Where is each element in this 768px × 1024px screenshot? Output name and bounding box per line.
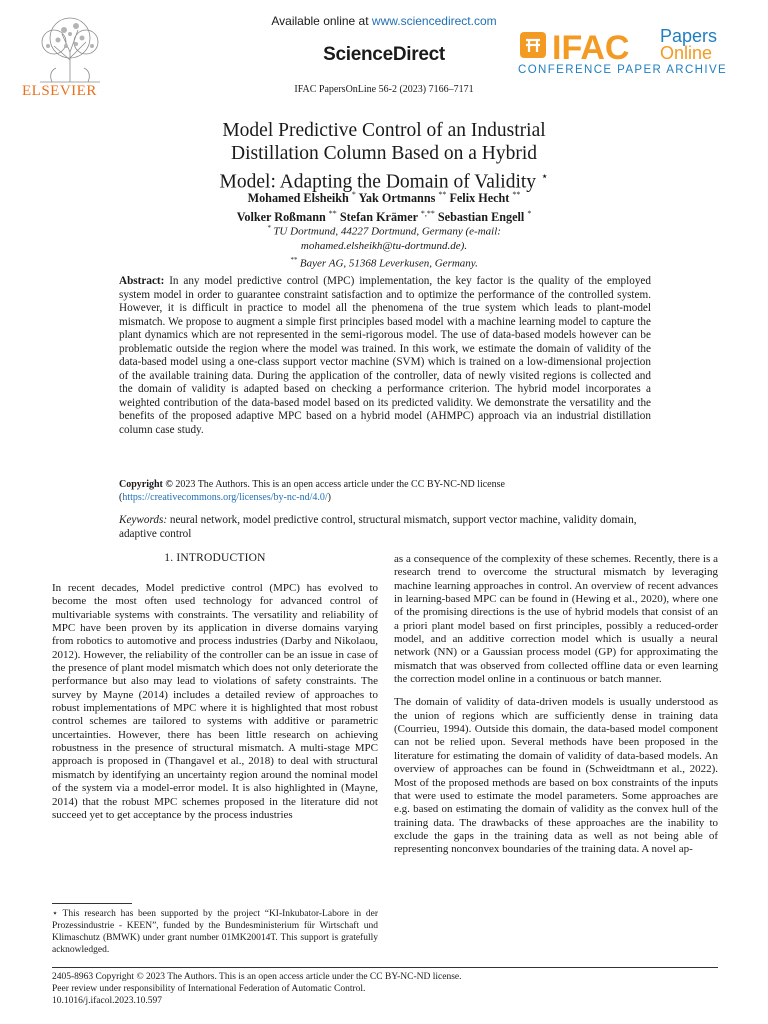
author-list xyxy=(130,187,638,225)
elsevier-wordmark: ELSEVIER xyxy=(22,83,97,99)
author-name: Stefan Krämer xyxy=(339,210,418,225)
sciencedirect-brand: ScienceDirect xyxy=(323,44,445,65)
author-mark: ** xyxy=(512,190,521,199)
abstract xyxy=(119,275,651,437)
intro-paragraph-3: The domain of validity of data-driven models is usually understood as the union of regions which are sufficiently dense in training data (Courrieu, 1994). Outside this domain, the data-based model component can not be relied upon. Several methods have been proposed in the literature for estimating the domain of validity of data-based models. An overview of approaches can be found in (Schweidtmann et al., 2022). Most of the proposed methods are based on box constraints of the inputs that were used to estimate the model parameters. Some approaches are e.g. based on estimating the domain of validity as the convex hull of the training data. The drawbacks of these approaches are the inability to exclude the gaps in the training data as well as not being able of representing nonconvex boundaries of the training data. A novel ap- xyxy=(394,696,718,856)
section-heading-introduction: 1. INTRODUCTION xyxy=(164,552,266,564)
ifac-papers-word: Papers xyxy=(660,26,718,46)
keywords-label: Keywords: xyxy=(119,514,168,526)
author-name: Yak Ortmanns xyxy=(358,191,436,206)
keywords-text: neural network, model predictive control, structural mismatch, support vector machine, validity domain, adaptive control xyxy=(119,514,637,540)
author-name: Felix Hecht xyxy=(449,191,510,206)
paper-title xyxy=(150,119,618,194)
footer-peer-review-line: Peer review under responsibility of International Federation of Automatic Control. xyxy=(52,984,366,994)
affiliation-1-line-2: mohamed.elsheikh@tu-dortmund.de). xyxy=(300,239,468,252)
copyright-text: 2023 The Authors. This is an open access article under the CC BY-NC-ND license xyxy=(172,479,505,490)
funding-footnote xyxy=(52,908,378,956)
copyright-notice: Copyright © 2023 The Authors. This is an open access article under the CC BY-NC-ND license (https://creativecommons.org/licenses/by-nc-nd/4.0/) xyxy=(119,479,505,503)
author-mark: * xyxy=(527,209,532,219)
author-mark: * xyxy=(351,190,356,199)
footnote-text: This research has been supported by the project “KI-Inkubator-Labore in der Prozessindustrie - KEEN”, funded by the Bundesministerium für Wirtschaft und Klimaschutz (BMWK) under grant number 01MK20014T. This support is gratefully acknowledged. xyxy=(52,909,378,955)
intro-paragraph-2: as a consequence of the complexity of these schemes. Recently, there is a research trend to overcome the structural mismatch by leveraging machine learning approaches in control. An overview of recent advances in learning-based MPC can be found in (Hewing et al., 2020), where one of the promising directions is the use of hybrid models that consist of an a priori plant model based on first principles, possibly a reduced-order model, and an additive correction model which is usually a neural network (NN) or a Gaussian process model (GP) for approximating the mismatch that was observed from collected offline data or even learning the correction model online in a continuous or batch manner. xyxy=(394,553,718,686)
footer-issn-line: 2405-8963 Copyright © 2023 The Authors. This is an open access article under the CC BY-NC-ND license. xyxy=(52,972,462,982)
title-line-3: Model: Adapting the Domain of Validity ⋆ xyxy=(219,169,549,193)
abstract-text: In any model predictive control (MPC) implementation, the key factor is the quality of the employed system model in order to guarantee constraint satisfaction and to optimize the performance of the controlled system. However, it is difficult in practice to model all the phenomena of the true system which leads to plant-model mismatch. We propose to augment a simple first principles based model with a machine learning model to capture the plant dynamics which are not represented in the semi-rigorous model. The use of data-based models however can be problematic outside the region where the model was trained. In this work, we estimate the domain of validity of the data-based model using a one-class support vector machine (SVM) which is trained on a low-dimensional projection of the available training data. During the application of the controller, data of newly visited regions is collected and the domain of validity is adapted based on checking a performance criterion. The hybrid model incorporates a weighted contribution of the data-based model based on its predicted validity. We demonstrate the versatility and the benefits of the proposed adaptive MPC based on a hybrid model (AHMPC) approach via an industrial distillation column case study. xyxy=(119,275,651,436)
footer-divider xyxy=(52,967,718,968)
ifac-word: IFAC xyxy=(552,29,630,67)
author-name: Volker Roßmann xyxy=(236,210,326,225)
available-prefix: Available online at xyxy=(271,14,372,28)
left-column xyxy=(52,582,378,822)
footnote-divider xyxy=(52,903,132,904)
author-mark: *,** xyxy=(420,209,435,219)
license-link[interactable]: https://creativecommons.org/licenses/by-nc-nd/4.0/ xyxy=(122,492,328,503)
copyright-label: Copyright © xyxy=(119,479,173,490)
ifac-archive-tagline: CONFERENCE PAPER ARCHIVE xyxy=(518,64,728,76)
affiliations xyxy=(150,221,618,270)
journal-reference: IFAC PapersOnLine 56-2 (2023) 7166–7171 xyxy=(294,84,474,95)
author-name: Sebastian Engell xyxy=(437,210,525,225)
author-name: Mohamed Elsheikh xyxy=(247,191,349,206)
keywords xyxy=(119,514,651,541)
title-footnote-mark: ⋆ xyxy=(540,169,549,183)
page-footer xyxy=(52,971,718,1007)
author-mark: ** xyxy=(438,190,447,199)
footnote-mark: ⋆ xyxy=(52,909,58,919)
abstract-label: Abstract: xyxy=(119,275,165,287)
title-line-2: Distillation Column Based on a Hybrid xyxy=(230,143,538,164)
author-line-1 xyxy=(130,187,638,206)
footer-doi[interactable]: 10.1016/j.ifacol.2023.10.597 xyxy=(52,996,163,1006)
intro-paragraph-1: In recent decades, Model predictive control (MPC) has evolved to become the most often used technology for advanced control of multivariable systems with constraints. The versatility and reliability of MPC have been proven by its application in diverse domains varying from robotics to automotive and process industries (Darby and Nikolaou, 2012). However, the reliability of the controller can be an issue in case of the presence of plant model mismatch which does not only deteriorate the performance but also may lead to violations of safety constraints. The survey by Mayne (2014) includes a detailed review of approaches to robust implementations of MPC where it is highlighted that most robust control schemes are tailored to systems with additive or parametric uncertainties. However, there has been little research on achieving robustness in the presence of structural mismatch. A multi-stage MPC approach is proposed in (Thangavel et al., 2018) to deal with structural mismatch by identifying an uncertainty region around the nominal model of the system via a model-error model. It is also highlighted in (Mayne, 2014) that the robust MPC schemes proposed in the literature did not succeed yet to get acceptance by the process industries xyxy=(52,582,378,821)
affiliation-2: ** Bayer AG, 51368 Leverkusen, Germany. xyxy=(290,255,478,270)
right-column xyxy=(394,553,718,857)
title-line-1: Model Predictive Control of an Industrial xyxy=(222,120,546,141)
sciencedirect-link[interactable]: www.sciencedirect.com xyxy=(371,14,497,28)
affiliation-1-line-1: * TU Dortmund, 44227 Dortmund, Germany (e-mail: xyxy=(267,224,501,238)
ifac-emblem-icon xyxy=(520,32,546,58)
author-mark: ** xyxy=(328,209,337,219)
ifac-online-word: Online xyxy=(660,43,713,63)
